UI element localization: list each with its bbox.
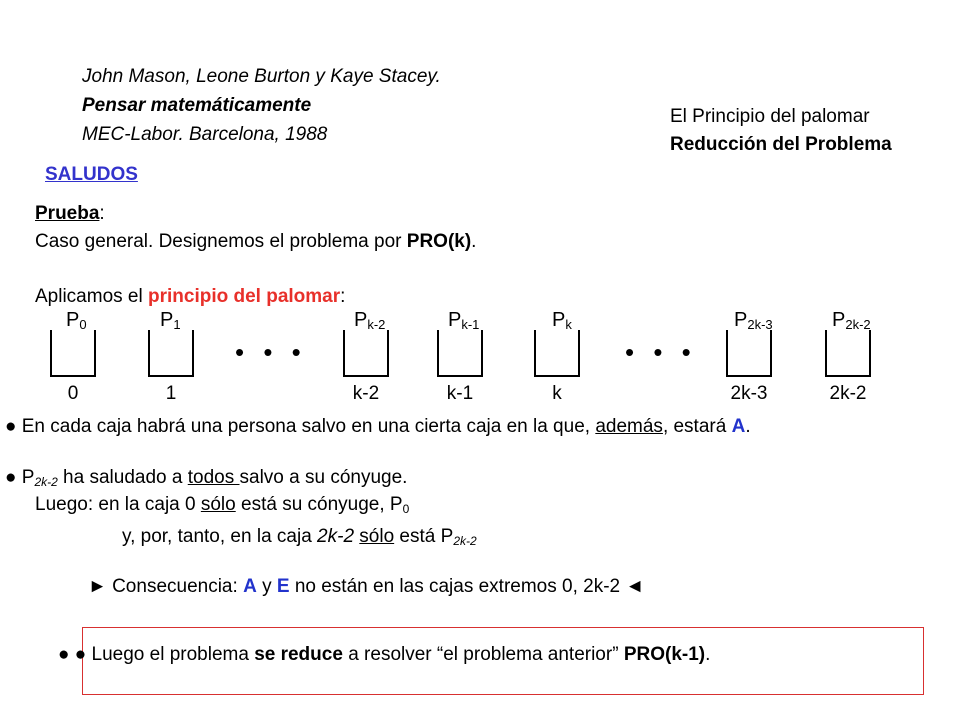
- bullet2-sub: 2k-2: [34, 475, 58, 489]
- box-person-letter: P: [832, 309, 846, 331]
- box-person-label: [448, 309, 479, 332]
- pigeonhole-box: [437, 330, 483, 377]
- proof-line-2: [35, 286, 345, 308]
- line3-pre: y, por, tanto, en la caja: [122, 526, 318, 547]
- bullet2-mid: ha saludado a: [57, 467, 188, 488]
- box-number: 2k-2: [829, 383, 867, 404]
- box-person-label: [66, 309, 87, 332]
- box-person-label: [160, 309, 181, 332]
- box-number: 1: [165, 383, 177, 404]
- proof-line1-period: .: [471, 231, 477, 252]
- bullet2-post: salvo a su cónyuge.: [239, 467, 408, 488]
- bullet-p2k2-line3: [122, 526, 477, 548]
- proof-line2-text: Aplicamos el: [35, 286, 148, 307]
- pigeonhole-box: [148, 330, 194, 377]
- consequence: [88, 576, 644, 598]
- conclusion: [58, 644, 710, 666]
- bullet-each-box: [5, 416, 751, 438]
- box-person-subscript: 0: [79, 317, 87, 332]
- box-person-letter: P: [734, 309, 748, 331]
- conclusion-post: .: [705, 644, 711, 665]
- line2-post: está su cónyuge, P: [235, 494, 403, 515]
- box-number: k-2: [352, 383, 380, 404]
- consequence-post: no están en las cajas extremos 0, 2k-2 ◄: [289, 576, 645, 597]
- box-person-letter: P: [552, 309, 566, 331]
- box-person-subscript: k: [565, 317, 572, 332]
- pigeonhole-box: [534, 330, 580, 377]
- box-number: 2k-3: [730, 383, 768, 404]
- bullet2-p: ● P: [5, 467, 35, 488]
- bullet1-period: .: [745, 416, 751, 437]
- box-person-letter: P: [160, 309, 174, 331]
- pigeonhole-box: [343, 330, 389, 377]
- proof-heading: [35, 203, 105, 225]
- problem-name: PRO(k): [406, 231, 472, 252]
- proof-heading-label: Prueba: [35, 203, 100, 224]
- section-heading: SALUDOS: [45, 164, 138, 185]
- line2-underlined: sólo: [200, 494, 236, 515]
- ellipsis-dots-1: • • •: [235, 337, 307, 367]
- box-person-subscript: 1: [173, 317, 181, 332]
- conclusion-pre: ● ● Luego el problema: [58, 644, 255, 665]
- box-person-label: [354, 309, 385, 332]
- pigeonhole-box: [825, 330, 871, 377]
- proof-line2-colon: :: [340, 286, 346, 307]
- pigeonhole-principle: principio del palomar: [148, 286, 341, 307]
- pigeonhole-box: [50, 330, 96, 377]
- line2-pre: Luego: en la caja 0: [35, 494, 201, 515]
- proof-heading-colon: :: [99, 203, 105, 224]
- box-person-label: [734, 309, 773, 332]
- box-person-subscript: 2k-3: [747, 317, 773, 332]
- line2-sub: 0: [402, 502, 410, 516]
- box-person-label: [552, 309, 572, 332]
- consequence-y: y: [256, 576, 277, 597]
- bullet1-underlined: además: [595, 416, 663, 437]
- box-person-letter: P: [66, 309, 80, 331]
- reference-publisher: MEC-Labor. Barcelona, 1988: [82, 124, 328, 145]
- conclusion-mid: a resolver “el problema anterior”: [342, 644, 624, 665]
- box-person-subscript: k-2: [367, 317, 386, 332]
- box-number: k-1: [446, 383, 474, 404]
- box-person-letter: P: [354, 309, 368, 331]
- box-number: 0: [67, 383, 79, 404]
- pigeonhole-box: [726, 330, 772, 377]
- bullet-p2k2-line1: [5, 467, 407, 489]
- bullet1-text: ● En cada caja habrá una persona salvo en una cierta caja en la que,: [5, 416, 596, 437]
- line3-post: está P: [394, 526, 454, 547]
- box-person-subscript: 2k-2: [845, 317, 871, 332]
- reference-authors: John Mason, Leone Burton y Kaye Stacey.: [82, 66, 441, 87]
- reference-book-title: Pensar matemáticamente: [82, 95, 312, 116]
- proof-line-1: [35, 231, 476, 253]
- line3-italic: 2k-2: [317, 526, 355, 547]
- line3-sub: 2k-2: [453, 534, 477, 548]
- consequence-pre: ► Consecuencia:: [88, 576, 244, 597]
- box-person-label: [832, 309, 871, 332]
- person-e: E: [276, 576, 290, 597]
- topic-subtitle: Reducción del Problema: [670, 134, 892, 155]
- box-person-subscript: k-1: [461, 317, 480, 332]
- bullet2-underlined: todos: [187, 467, 240, 488]
- proof-line1-text: Caso general. Designemos el problema por: [35, 231, 407, 252]
- person-a: A: [243, 576, 257, 597]
- box-person-letter: P: [448, 309, 462, 331]
- bullet1-mid: , estará: [662, 416, 732, 437]
- ellipsis-dots-2: • • •: [625, 337, 697, 367]
- conclusion-bold1: se reduce: [254, 644, 343, 665]
- conclusion-bold2: PRO(k-1): [623, 644, 706, 665]
- bullet-p2k2-line2: [35, 494, 409, 516]
- topic-title: El Principio del palomar: [670, 106, 870, 127]
- box-number: k: [552, 383, 562, 404]
- line3-underlined: sólo: [359, 526, 395, 547]
- person-a: A: [731, 416, 746, 437]
